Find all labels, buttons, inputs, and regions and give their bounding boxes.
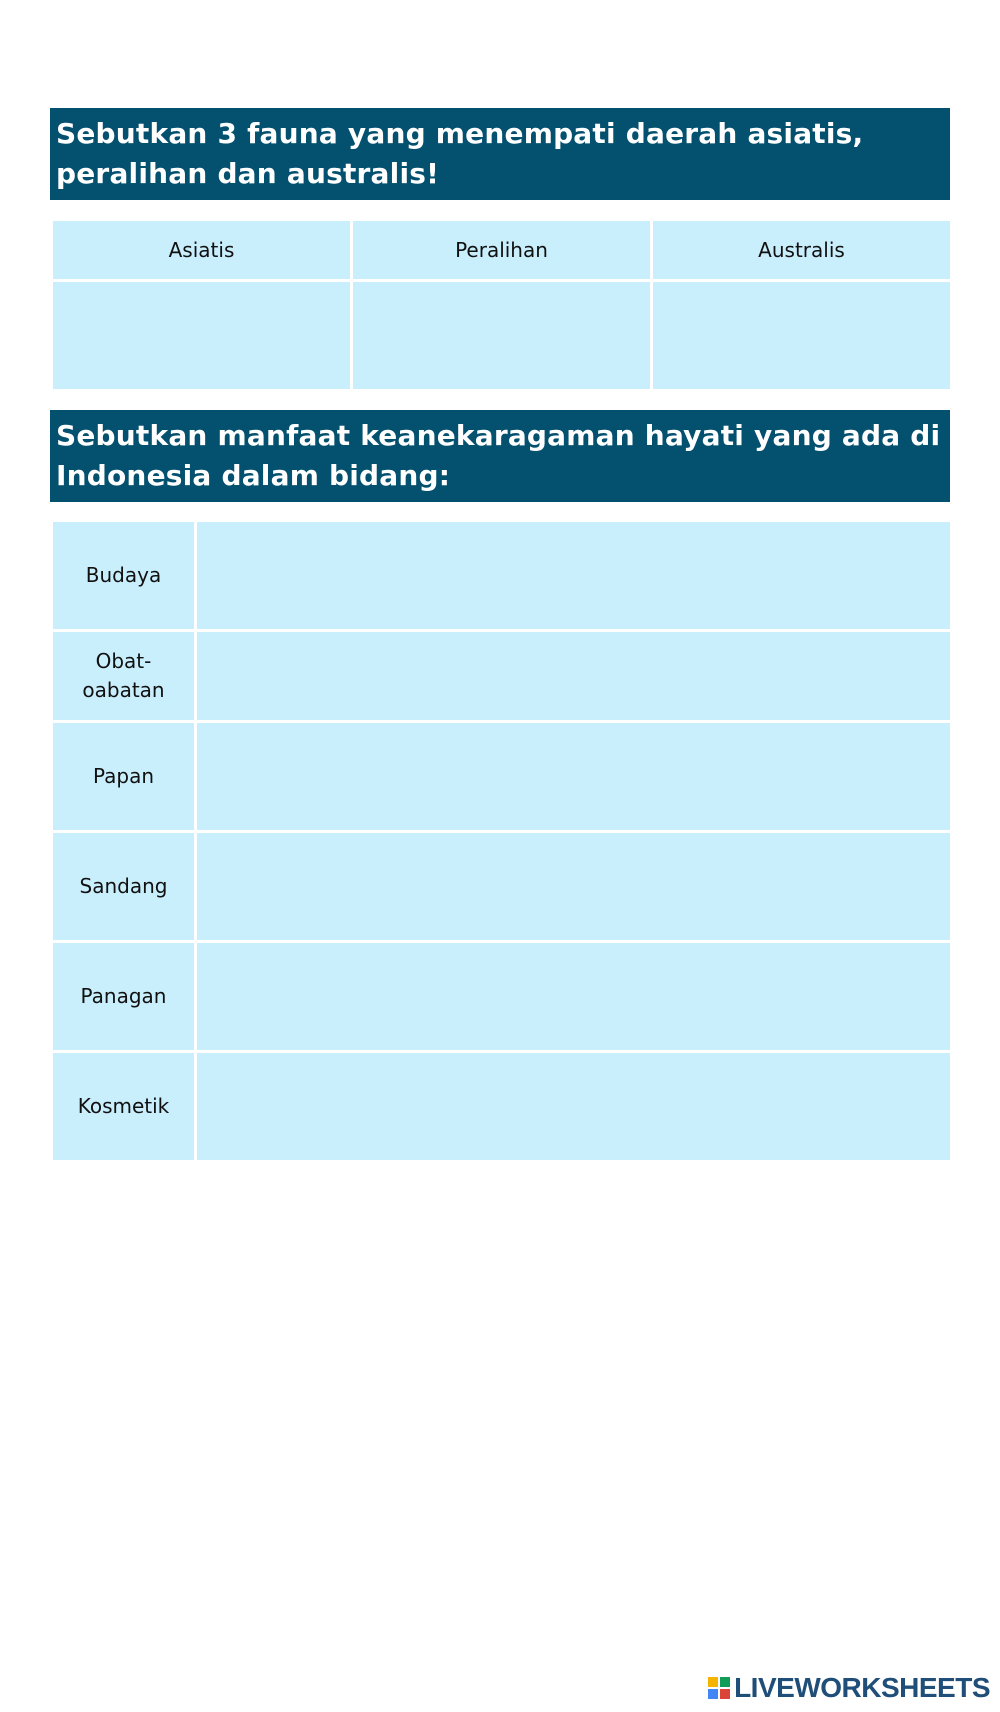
row-label-kosmetik: Kosmetik xyxy=(52,1052,196,1162)
column-header-asiatis: Asiatis xyxy=(52,220,352,281)
row-label-sandang: Sandang xyxy=(52,832,196,942)
fauna-table xyxy=(50,218,953,392)
row-label-obat-text: Obat-oabatan xyxy=(82,649,165,702)
row-label-obat-obatan xyxy=(52,631,196,722)
answer-field-asiatis[interactable] xyxy=(52,281,352,391)
column-header-australis: Australis xyxy=(652,220,952,281)
answer-field-panagan[interactable] xyxy=(196,942,952,1052)
row-label-papan: Papan xyxy=(52,722,196,832)
answer-field-budaya[interactable] xyxy=(196,521,952,631)
liveworksheets-logo-text: LIVEWORKSHEETS xyxy=(734,1672,990,1703)
answer-field-papan[interactable] xyxy=(196,722,952,832)
question-2-title: Sebutkan manfaat keanekaragaman hayati yang ada di Indonesia dalam bidang: xyxy=(50,410,950,502)
biodiversity-benefits-table xyxy=(50,519,953,1163)
question-1-title: Sebutkan 3 fauna yang menempati daerah asiatis, peralihan dan australis! xyxy=(50,108,950,200)
column-header-peralihan: Peralihan xyxy=(352,220,652,281)
liveworksheets-logo xyxy=(708,1672,990,1704)
answer-field-peralihan[interactable] xyxy=(352,281,652,391)
answer-field-australis[interactable] xyxy=(652,281,952,391)
answer-field-sandang[interactable] xyxy=(196,832,952,942)
answer-field-obat-obatan[interactable] xyxy=(196,631,952,722)
liveworksheets-logo-icon xyxy=(708,1677,730,1699)
row-label-panagan: Panagan xyxy=(52,942,196,1052)
row-label-budaya: Budaya xyxy=(52,521,196,631)
answer-field-kosmetik[interactable] xyxy=(196,1052,952,1162)
